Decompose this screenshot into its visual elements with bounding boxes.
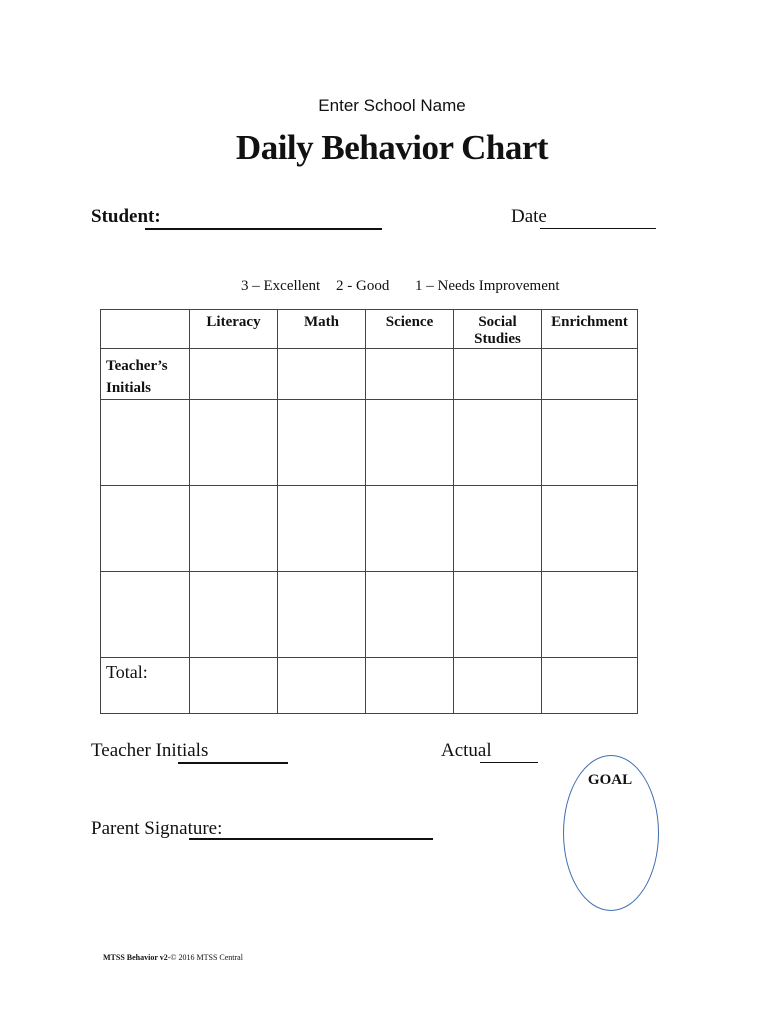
teacher-initials-label: Teacher Initials: [91, 740, 209, 761]
table-header-row: [101, 310, 638, 349]
table-cell[interactable]: [366, 400, 454, 486]
actual-label: Actual: [441, 740, 492, 761]
legend-excellent: 3 – Excellent: [241, 278, 321, 294]
legend-needs-improvement: 1 – Needs Improvement: [415, 278, 560, 294]
teacher-initials-row-label: [101, 349, 190, 400]
table-cell[interactable]: [454, 658, 542, 714]
table-cell[interactable]: [454, 572, 542, 658]
table-cell[interactable]: [542, 658, 638, 714]
table-cell[interactable]: [454, 486, 542, 572]
footer: [103, 953, 243, 962]
table-cell[interactable]: [101, 486, 190, 572]
column-header-literacy: Literacy: [190, 310, 278, 349]
table-row: [101, 400, 638, 486]
table-cell[interactable]: [101, 400, 190, 486]
row-label-line-2: Initials: [106, 380, 152, 396]
student-label: Student:: [91, 206, 161, 227]
page-title: Daily Behavior Chart: [235, 128, 549, 167]
table-cell[interactable]: [542, 486, 638, 572]
teacher-initials-field[interactable]: [178, 762, 288, 764]
goal-label: GOAL: [587, 772, 633, 788]
table-cell[interactable]: [366, 572, 454, 658]
table-row: [101, 572, 638, 658]
behavior-table: [100, 309, 638, 714]
total-label: Total:: [101, 658, 190, 714]
table-cell[interactable]: [101, 572, 190, 658]
table-cell[interactable]: [190, 400, 278, 486]
table-row-teacher-initials: [101, 349, 638, 400]
table-cell[interactable]: [278, 349, 366, 400]
row-label-line-1: Teacher’s: [106, 358, 168, 374]
table-cell[interactable]: [278, 658, 366, 714]
actual-field[interactable]: [480, 762, 538, 763]
date-label: Date: [511, 206, 547, 227]
table-cell[interactable]: [190, 349, 278, 400]
corner-cell: [101, 310, 190, 349]
school-name: Enter School Name: [318, 96, 466, 115]
table-cell[interactable]: [190, 486, 278, 572]
student-name-field[interactable]: [145, 228, 382, 230]
table-cell[interactable]: [190, 572, 278, 658]
table-cell[interactable]: [278, 572, 366, 658]
column-header-science: Science: [366, 310, 454, 349]
table-cell[interactable]: [454, 349, 542, 400]
table-cell[interactable]: [366, 658, 454, 714]
table-cell[interactable]: [366, 349, 454, 400]
table-cell[interactable]: [542, 349, 638, 400]
column-header-math: Math: [278, 310, 366, 349]
table-cell[interactable]: [542, 572, 638, 658]
table-cell[interactable]: [190, 658, 278, 714]
table-cell[interactable]: [542, 400, 638, 486]
parent-signature-field[interactable]: [189, 838, 433, 840]
table-cell[interactable]: [454, 400, 542, 486]
footer-product: MTSS Behavior v2: [103, 953, 168, 962]
table-cell[interactable]: [278, 486, 366, 572]
footer-copyright: -© 2016 MTSS Central: [167, 953, 243, 962]
column-header-social-studies: Social Studies: [454, 310, 542, 349]
legend-good: 2 - Good: [336, 278, 390, 294]
table-row: [101, 486, 638, 572]
column-header-enrichment: Enrichment: [542, 310, 638, 349]
table-cell[interactable]: [278, 400, 366, 486]
date-field[interactable]: [540, 228, 656, 229]
table-row-total: [101, 658, 638, 714]
parent-signature-label: Parent Signature:: [91, 818, 223, 839]
table-cell[interactable]: [366, 486, 454, 572]
